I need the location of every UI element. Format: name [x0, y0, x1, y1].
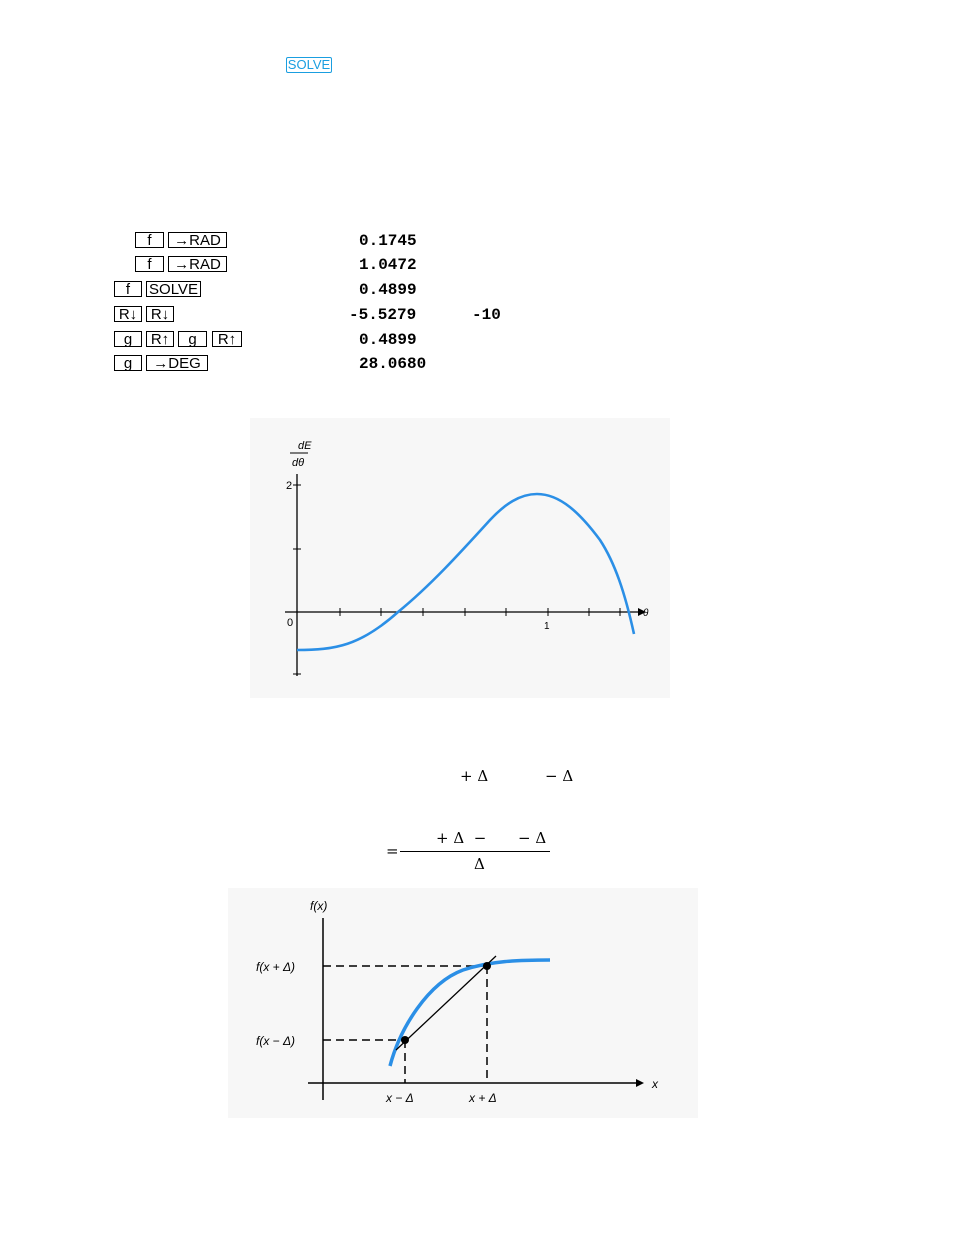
equation-minus-delta: − Δ [545, 767, 574, 785]
y-tick-label: 2 [286, 480, 293, 492]
solve-key-header: SOLVE [287, 57, 331, 72]
roll-up-key: R↑ [212, 331, 242, 347]
display-value: 1.0472 [359, 256, 417, 274]
equation-plus-delta: + Δ [460, 767, 489, 785]
numerator-left: + Δ − [436, 829, 487, 847]
equals-sign: = [386, 842, 399, 860]
display-value: 28.0680 [359, 355, 427, 373]
g-key: g [178, 331, 207, 347]
lower-point [401, 1036, 409, 1044]
y-label-numerator: dE [298, 440, 312, 452]
numerator-right: − Δ [518, 829, 547, 847]
x-tick-label: 1 [544, 621, 550, 632]
roll-down-key: R↓ [114, 306, 142, 322]
fraction-bar [400, 851, 550, 852]
right-tick-label: x + Δ [469, 1091, 497, 1105]
denominator: Δ [474, 855, 485, 873]
f-key: f [135, 232, 164, 248]
upper-point [483, 962, 491, 970]
to-rad-key: →RAD [168, 256, 227, 272]
g-key: g [114, 331, 142, 347]
left-tick-label: x − Δ [386, 1091, 414, 1105]
display-value: 0.1745 [359, 232, 417, 250]
roll-up-key: R↑ [146, 331, 174, 347]
display-value: 0.4899 [359, 281, 417, 299]
f-key: f [135, 256, 164, 272]
derivative-plot [250, 418, 670, 698]
display-value: -5.5279 [349, 306, 417, 324]
x-axis-label: θ [643, 608, 649, 619]
to-rad-key: →RAD [168, 232, 227, 248]
display-value: 0.4899 [359, 331, 417, 349]
origin-label: 0 [287, 617, 294, 629]
lower-value-label: f(x − Δ) [256, 1034, 296, 1048]
display-exponent: -10 [472, 306, 501, 324]
x-axis-label: x [652, 1077, 658, 1091]
roll-down-key: R↓ [146, 306, 174, 322]
f-key: f [114, 281, 142, 297]
g-key: g [114, 355, 142, 371]
y-label-denominator: dθ [292, 457, 305, 469]
upper-value-label: f(x + Δ) [256, 960, 296, 974]
to-deg-key: →DEG [146, 355, 208, 371]
y-axis-label: f(x) [310, 899, 328, 913]
plot-background [250, 418, 670, 698]
solve-key: SOLVE [146, 281, 201, 297]
central-difference-plot [228, 888, 698, 1118]
